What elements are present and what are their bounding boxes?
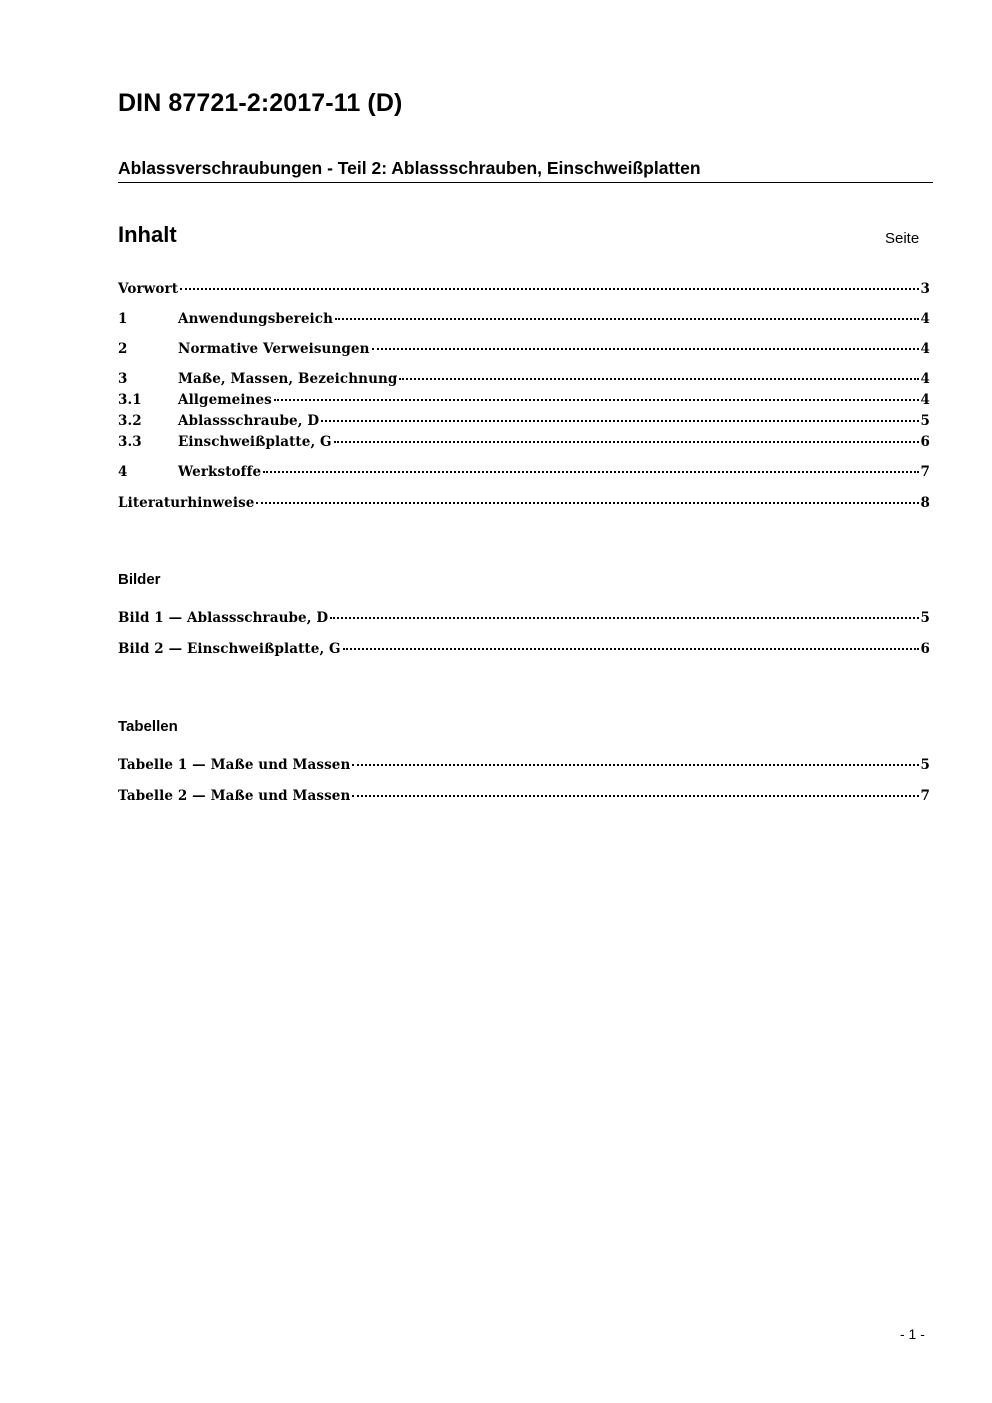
toc-entry-number: 2 bbox=[118, 341, 128, 357]
page-number: - 1 - bbox=[900, 1326, 925, 1342]
document-title: DIN 87721-2:2017-11 (D) bbox=[118, 89, 403, 117]
dot-leader bbox=[352, 795, 918, 797]
table-entry-label: Tabelle 1 — Maße und Massen bbox=[118, 757, 351, 773]
dot-leader bbox=[372, 348, 919, 350]
dot-leader bbox=[256, 502, 918, 504]
dot-leader bbox=[343, 648, 919, 650]
table-entry-tabelle-2[interactable] bbox=[118, 788, 930, 807]
figure-entry-page: 6 bbox=[920, 641, 930, 657]
toc-entry-einschweissplatte[interactable] bbox=[118, 434, 930, 453]
toc-entry-allgemeines[interactable] bbox=[118, 392, 930, 411]
toc-entry-number: 4 bbox=[118, 464, 128, 480]
toc-entry-page: 4 bbox=[920, 392, 930, 408]
toc-entry-vorwort[interactable] bbox=[118, 281, 930, 300]
dot-leader bbox=[352, 764, 918, 766]
table-entry-tabelle-1[interactable] bbox=[118, 757, 930, 776]
figure-entry-page: 5 bbox=[920, 610, 930, 626]
figure-entry-bild-1[interactable] bbox=[118, 610, 930, 629]
dot-leader bbox=[180, 288, 918, 290]
dot-leader bbox=[274, 399, 919, 401]
toc-entry-page: 8 bbox=[920, 495, 930, 511]
toc-entry-ablassschraube[interactable] bbox=[118, 413, 930, 432]
figure-entry-bild-2[interactable] bbox=[118, 641, 930, 660]
dot-leader bbox=[330, 617, 918, 619]
dot-leader bbox=[399, 378, 918, 380]
toc-entry-masse-massen-bezeichnung[interactable] bbox=[118, 371, 930, 390]
toc-entry-number: 3 bbox=[118, 371, 128, 387]
page-column-label: Seite bbox=[885, 230, 920, 247]
toc-entry-label: Maße, Massen, Bezeichnung bbox=[178, 371, 398, 387]
toc-entry-page: 4 bbox=[920, 311, 930, 327]
toc-entry-label: Anwendungsbereich bbox=[178, 311, 334, 327]
figure-entry-label: Bild 2 — Einschweißplatte, G bbox=[118, 641, 341, 657]
toc-entry-label: Normative Verweisungen bbox=[178, 341, 370, 357]
toc-entry-anwendungsbereich[interactable] bbox=[118, 311, 930, 330]
figure-entry-label: Bild 1 — Ablassschraube, D bbox=[118, 610, 329, 626]
toc-heading: Inhalt bbox=[118, 222, 177, 247]
toc-entry-label: Literaturhinweise bbox=[118, 495, 255, 511]
dot-leader bbox=[335, 318, 918, 320]
toc-entry-literaturhinweise[interactable] bbox=[118, 495, 930, 514]
dot-leader bbox=[263, 471, 918, 473]
toc-entry-page: 7 bbox=[920, 464, 930, 480]
toc-entry-werkstoffe[interactable] bbox=[118, 464, 930, 483]
toc-entry-page: 5 bbox=[920, 413, 930, 429]
toc-entry-number: 1 bbox=[118, 311, 128, 327]
figures-heading: Bilder bbox=[118, 571, 161, 588]
toc-entry-page: 3 bbox=[920, 281, 930, 297]
table-entry-page: 5 bbox=[920, 757, 930, 773]
toc-entry-number: 3.1 bbox=[118, 392, 142, 408]
document-subtitle: Ablassverschraubungen - Teil 2: Ablassschrauben, Einschweißplatten bbox=[118, 158, 933, 183]
toc-entry-normative-verweisungen[interactable] bbox=[118, 341, 930, 360]
toc-entry-page: 4 bbox=[920, 371, 930, 387]
table-entry-label: Tabelle 2 — Maße und Massen bbox=[118, 788, 351, 804]
toc-entry-label: Vorwort bbox=[118, 281, 179, 297]
toc-entry-label: Einschweißplatte, G bbox=[178, 434, 332, 450]
tables-heading: Tabellen bbox=[118, 718, 178, 735]
dot-leader bbox=[334, 441, 919, 443]
toc-entry-page: 4 bbox=[920, 341, 930, 357]
toc-entry-label: Allgemeines bbox=[178, 392, 272, 408]
table-entry-page: 7 bbox=[920, 788, 930, 804]
toc-entry-label: Ablassschraube, D bbox=[178, 413, 320, 429]
toc-entry-page: 6 bbox=[920, 434, 930, 450]
toc-entry-number: 3.3 bbox=[118, 434, 142, 450]
dot-leader bbox=[321, 420, 918, 422]
toc-entry-label: Werkstoffe bbox=[178, 464, 262, 480]
toc-entry-number: 3.2 bbox=[118, 413, 142, 429]
